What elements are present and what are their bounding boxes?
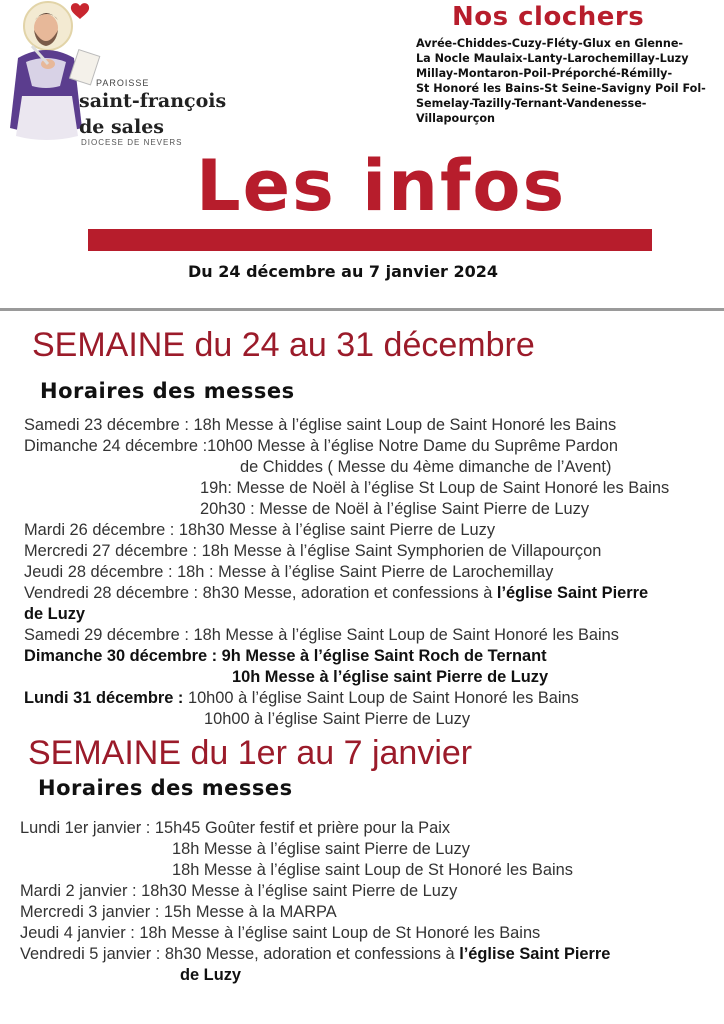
parish-label: PAROISSE — [96, 78, 150, 88]
schedule-line-emphasis: l’église Saint Pierre — [459, 945, 611, 963]
schedule-line: Dimanche 24 décembre :10h00 Messe à l’église Notre Dame du Suprême Pardon — [24, 437, 619, 455]
schedule-line: Mardi 26 décembre : 18h30 Messe à l’église saint Pierre de Luzy — [24, 521, 496, 539]
week1-subtitle: Horaires des messes — [40, 379, 295, 403]
schedule-line — [24, 688, 579, 708]
schedule-line: de Chiddes ( Messe du 4ème dimanche de l’Avent) — [240, 458, 612, 476]
date-range: Du 24 décembre au 7 janvier 2024 — [188, 262, 499, 281]
parish-name-line-1: saint-françois — [79, 90, 227, 112]
week1-title: SEMAINE du 24 au 31 décembre — [32, 326, 535, 364]
parish-name-line-2: de sales — [79, 116, 164, 138]
clochers-title: Nos clochers — [452, 2, 645, 32]
schedule-line-text: Vendredi 5 janvier : 8h30 Messe, adoration et confessions à — [20, 945, 460, 963]
week2-title: SEMAINE du 1er au 7 janvier — [28, 734, 473, 772]
schedule-line — [24, 646, 547, 666]
schedule-line: Samedi 23 décembre : 18h Messe à l’église saint Loup de Saint Honoré les Bains — [24, 416, 617, 434]
schedule-line-emphasis: de Luzy — [24, 605, 86, 623]
week2-subtitle: Horaires des messes — [38, 776, 293, 800]
schedule-line-emphasis: de Luzy — [180, 966, 242, 984]
schedule-line — [180, 965, 241, 985]
schedule-line: 18h Messe à l’église saint Pierre de Luzy — [172, 840, 470, 858]
schedule-line: 19h: Messe de Noël à l’église St Loup de Saint Honoré les Bains — [200, 479, 670, 497]
schedule-line-emphasis: Dimanche 30 décembre : 9h Messe à l’église Saint Roch de Ternant — [24, 647, 547, 665]
diocese-label: DIOCESE DE NEVERS — [81, 138, 183, 147]
clochers-line: St Honoré les Bains-St Seine-Savigny Poil Fol- — [416, 82, 706, 95]
main-title: Les infos — [196, 145, 567, 227]
schedule-line — [232, 667, 548, 687]
schedule-line — [24, 583, 648, 603]
clochers-line: Millay-Montaron-Poil-Préporché-Rémilly- — [416, 67, 673, 80]
clochers-line: Villapourçon — [416, 112, 495, 125]
schedule-line-emphasis: l’église Saint Pierre — [496, 584, 649, 602]
parish-name — [79, 90, 226, 138]
schedule-line: 18h Messe à l’église saint Loup de St Honoré les Bains — [172, 861, 573, 879]
schedule-line-text: Vendredi 28 décembre : 8h30 Messe, adoration et confessions à — [24, 584, 497, 602]
schedule-line: Samedi 29 décembre : 18h Messe à l’église Saint Loup de Saint Honoré les Bains — [24, 626, 619, 644]
schedule-line: 20h30 : Messe de Noël à l’église Saint Pierre de Luzy — [200, 500, 590, 518]
clochers-line: La Nocle Maulaix-Lanty-Larochemillay-Luzy — [416, 52, 689, 65]
schedule-line-emphasis: 10h Messe à l’église saint Pierre de Luzy — [232, 668, 549, 686]
title-underline-bar — [88, 229, 652, 251]
schedule-line: Mardi 2 janvier : 18h30 Messe à l’église saint Pierre de Luzy — [20, 882, 458, 900]
schedule-line: Jeudi 4 janvier : 18h Messe à l’église saint Loup de St Honoré les Bains — [20, 924, 541, 942]
schedule-line: 10h00 à l’église Saint Pierre de Luzy — [204, 710, 471, 728]
schedule-line: Mercredi 27 décembre : 18h Messe à l’église Saint Symphorien de Villapourçon — [24, 542, 602, 560]
schedule-line-text: 10h00 à l’église Saint Loup de Saint Honoré les Bains — [187, 689, 579, 707]
header-divider — [0, 308, 724, 311]
schedule-line — [20, 944, 610, 964]
schedule-line: Mercredi 3 janvier : 15h Messe à la MARPA — [20, 903, 337, 921]
clochers-list — [416, 36, 722, 126]
schedule-line — [24, 604, 85, 624]
schedule-line: Jeudi 28 décembre : 18h : Messe à l’église Saint Pierre de Larochemillay — [24, 563, 554, 581]
clochers-line: Avrée-Chiddes-Cuzy-Fléty-Glux en Glenne- — [416, 37, 684, 50]
schedule-line-emphasis: Lundi 31 décembre : — [24, 689, 188, 707]
clochers-line: Semelay-Tazilly-Ternant-Vandenesse- — [416, 97, 647, 110]
schedule-line: Lundi 1er janvier : 15h45 Goûter festif et prière pour la Paix — [20, 819, 451, 837]
